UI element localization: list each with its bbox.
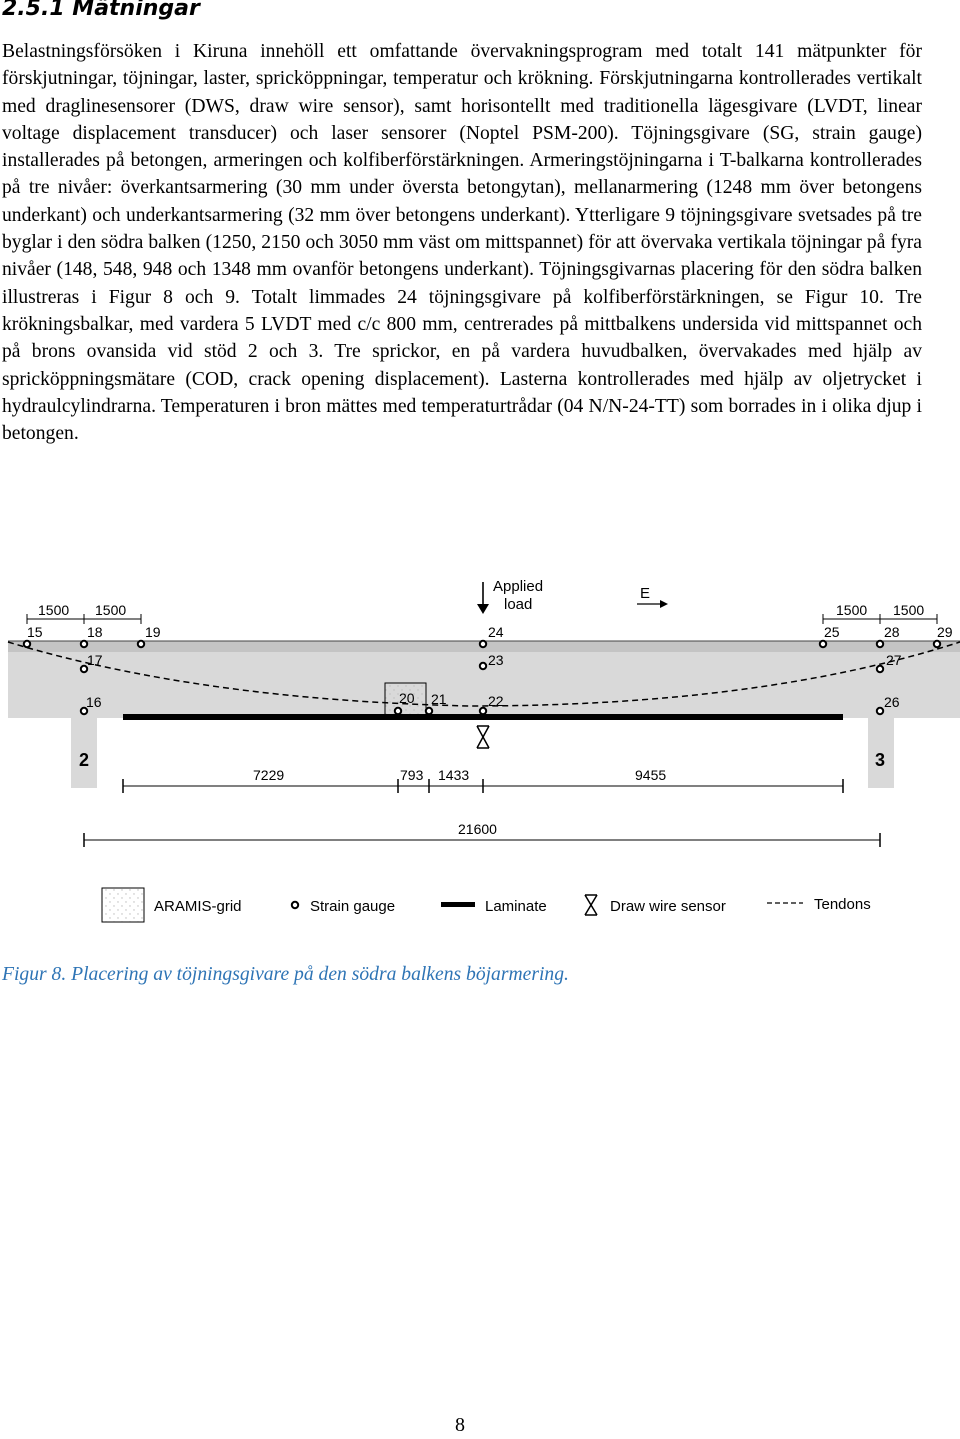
applied-load-label: Applied	[493, 578, 544, 595]
strain-gauge-25	[820, 641, 826, 647]
legend-laminate-swatch	[441, 902, 475, 907]
section-heading: 2.5.1 Mätningar	[2, 0, 200, 21]
strain-gauge-21	[426, 708, 432, 714]
gauge-label-23: 23	[488, 652, 504, 668]
gauge-label-21: 21	[431, 691, 447, 707]
gauge-label-17: 17	[87, 652, 103, 668]
strain-gauge-19	[138, 641, 144, 647]
gauge-label-25: 25	[824, 624, 840, 640]
gauge-label-15: 15	[27, 624, 43, 640]
strain-gauge-18	[81, 641, 87, 647]
body-paragraph: Belastningsförsöken i Kiruna innehöll ett omfattande övervakningsprogram med totalt 141 mätpunkter för förskjutningar, töjningar, laster, spricköppningar, temperatur och krökning. Förskjutningarna kontrollerades vertikalt med draglinesensorer (DWS, draw wire sensor), samt horisontellt med traditionella lägesgivare (LVDT, linear voltage displacement transducer) och laser sensorer (Noptel PSM-200). Töjningsgivare (SG, strain gauge) installerades på betongen, armeringen och kolfiberförstärkningen. Armeringstöjningarna i T-balkarna kontrollerades på tre nivåer: överkantsarmering (30 mm under översta betongytan), mellanarmering (1248 mm över betongens underkant) och underkantsarmering (32 mm över betongens underkant). Ytterligare 9 töjningsgivare svetsades på tre byglar i den södra balken (1250, 2150 och 3050 mm väst om mittspannet) för att övervaka vertikala töjningar på fyra nivåer (148, 548, 948 och 1348 mm ovanför betongens underkant). Töjningsgivarnas placering för den södra balken illustreras i Figur 8 och 9. Totalt limmades 24 töjningsgivare på kolfiberförstärkningen, se Figur 10. Tre krökningsbalkar, med vardera 5 LVDT med c/c 800 mm, centrerades på mittbalkens undersida vid mittspannet och på brons ovansida vid stöd 2 och 3. Tre sprickor, en på vardera huvudbalken, övervakades med hjälp av spricköppningsmätare (COD, crack opening displacement). Lasterna kontrollerades med hjälp av oljetrycket i hydraulcylindrarna. Temperaturen i bron mättes med temperaturtrådar (04 N/N-24-TT) som borrades in i olika djup i betongen.	[2, 41, 922, 445]
legend-aramis-label: ARAMIS-grid	[154, 898, 242, 915]
dimension-7229: 7229	[253, 767, 285, 783]
strain-gauge-24	[480, 641, 486, 647]
draw-wire-sensor	[477, 726, 489, 748]
dimension-9455: 9455	[635, 767, 667, 783]
gauge-label-27: 27	[886, 652, 902, 668]
load-arrow-head	[477, 604, 489, 614]
strain-gauge-22	[480, 708, 486, 714]
gauge-label-16: 16	[86, 694, 102, 710]
legend-strain-gauge-label: Strain gauge	[310, 898, 396, 915]
legend-draw-wire-label: Draw wire sensor	[610, 898, 726, 915]
strain-gauge-29	[934, 641, 940, 647]
dimension-21600: 21600	[458, 821, 497, 837]
direction-arrow-head	[660, 600, 668, 608]
applied-load-label-2: load	[504, 596, 533, 613]
strain-gauge-28	[877, 641, 883, 647]
strain-gauge-23	[480, 663, 486, 669]
spacing-label: 1500	[95, 602, 127, 618]
dimension-1433: 1433	[438, 767, 470, 783]
gauge-label-22: 22	[488, 693, 504, 709]
direction-label: E	[640, 585, 651, 602]
spacing-label: 1500	[836, 602, 868, 618]
gauge-label-19: 19	[145, 624, 161, 640]
gauge-label-24: 24	[488, 624, 504, 640]
spacing-label: 1500	[893, 602, 925, 618]
gauge-label-29: 29	[937, 624, 953, 640]
legend-strain-gauge-icon	[292, 902, 298, 908]
gauge-label-18: 18	[87, 624, 103, 640]
spacing-label: 1500	[38, 602, 70, 618]
support-label-3: 3	[875, 750, 886, 770]
legend-tendons-label: Tendons	[814, 896, 871, 913]
figure-legend	[0, 880, 960, 930]
dimension-793: 793	[400, 767, 424, 783]
figure-caption: Figur 8. Placering av töjningsgivare på den södra balkens böjarmering.	[2, 964, 569, 985]
gauge-label-28: 28	[884, 624, 900, 640]
support-label-2: 2	[79, 750, 90, 770]
strain-gauge-26	[877, 708, 883, 714]
legend-aramis-swatch	[102, 888, 144, 922]
strain-gauge-placement-figure	[0, 568, 960, 858]
strain-gauge-20	[395, 708, 401, 714]
gauge-label-20: 20	[399, 690, 415, 706]
strain-gauge-15	[24, 641, 30, 647]
gauge-label-26: 26	[884, 694, 900, 710]
page-number: 8	[455, 1414, 465, 1436]
legend-laminate-label: Laminate	[485, 898, 547, 915]
strain-gauge-27	[877, 666, 883, 672]
legend-draw-wire-icon	[585, 895, 597, 915]
